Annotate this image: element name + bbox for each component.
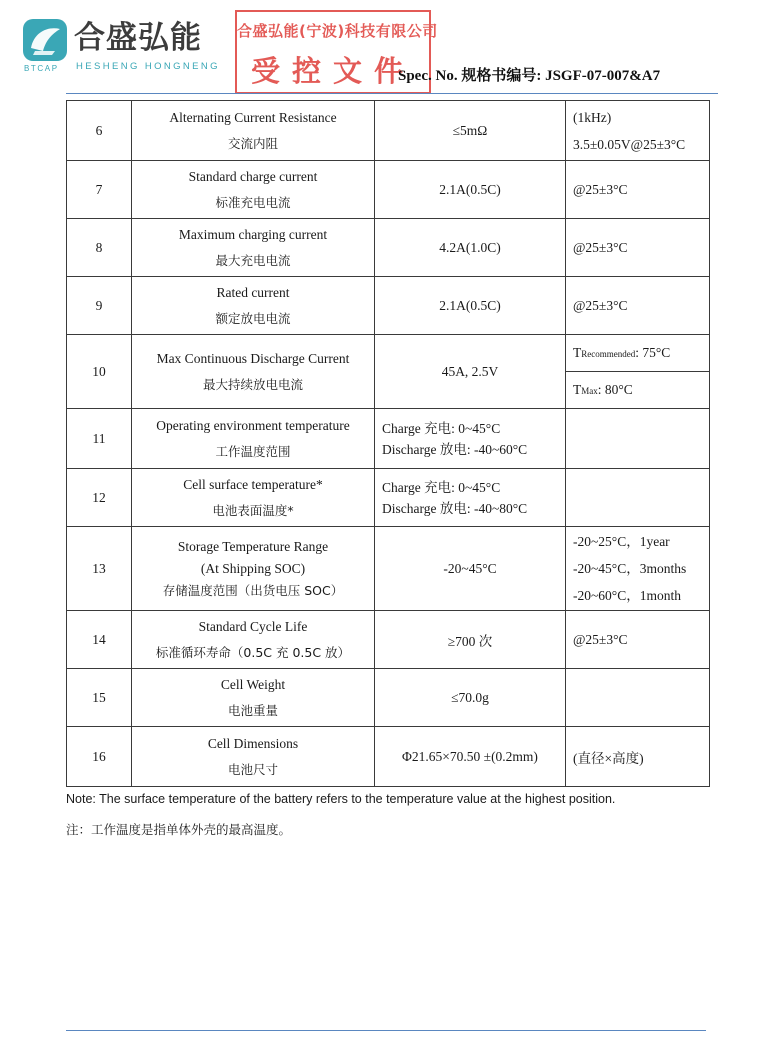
value-cell bbox=[375, 409, 566, 469]
item-cell bbox=[132, 219, 375, 277]
value-line: Discharge 放电: -40~80°C bbox=[382, 500, 528, 516]
row-number: 7 bbox=[67, 161, 132, 219]
item-cell bbox=[132, 469, 375, 527]
item-en: Maximum charging current bbox=[178, 226, 328, 242]
row-number: 11 bbox=[67, 409, 132, 469]
item-cn: 电池表面温度* bbox=[212, 502, 294, 518]
value-line: Charge 充电: 0~45°C bbox=[382, 479, 501, 495]
remark-line: -20~45°C，3months bbox=[573, 561, 687, 576]
item-en: Cell Weight bbox=[220, 676, 286, 692]
table-row bbox=[67, 409, 710, 469]
remark-recommended-temp: TRecommended: 75°C bbox=[566, 335, 709, 372]
value-cell: ≤5mΩ bbox=[375, 101, 566, 161]
value-cell: ≤70.0g bbox=[375, 669, 566, 727]
remark-max-temp: TMax: 80°C bbox=[573, 382, 633, 397]
spec-number-line bbox=[398, 64, 660, 85]
item-cn: 电池重量 bbox=[227, 702, 278, 718]
row-number: 16 bbox=[67, 727, 132, 787]
remark-cell: @25±3°C bbox=[566, 219, 710, 277]
table-row bbox=[67, 669, 710, 727]
item-cell bbox=[132, 727, 375, 787]
item-cell bbox=[132, 527, 375, 611]
remark-cell: (直径×高度) bbox=[566, 727, 710, 787]
item-en: Standard charge current bbox=[188, 168, 318, 184]
remark-cell bbox=[566, 527, 710, 611]
item-cell bbox=[132, 335, 375, 409]
table-row bbox=[67, 277, 710, 335]
row-number: 6 bbox=[67, 101, 132, 161]
remark-line: 3.5±0.05V@25±3°C bbox=[573, 136, 686, 152]
remark-cell bbox=[566, 335, 710, 409]
row-number: 12 bbox=[67, 469, 132, 527]
remark-line: -20~25°C，1year bbox=[573, 534, 670, 549]
item-cn: 交流内阻 bbox=[227, 135, 278, 151]
item-cell bbox=[132, 161, 375, 219]
item-en: Max Continuous Discharge Current bbox=[156, 350, 350, 366]
header-divider bbox=[66, 93, 718, 94]
table-row bbox=[67, 469, 710, 527]
item-cn: 标准充电电流 bbox=[215, 194, 291, 210]
table-row bbox=[67, 219, 710, 277]
remark-cell bbox=[566, 669, 710, 727]
remark-line: (1kHz) bbox=[573, 109, 612, 125]
note-english: Note: The surface temperature of the battery refers to the temperature value at the highest position. bbox=[66, 792, 616, 806]
stamp-company: 合盛弘能(宁波)科技有限公司 bbox=[237, 22, 438, 40]
logo-btcap-text: BTCAP bbox=[24, 64, 59, 73]
value-cell: 4.2A(1.0C) bbox=[375, 219, 566, 277]
remark-cell bbox=[566, 101, 710, 161]
value-cell: -20~45°C bbox=[375, 527, 566, 611]
remark-line: -20~60°C，1month bbox=[573, 588, 681, 603]
value-cell bbox=[375, 469, 566, 527]
item-en: Cell Dimensions bbox=[207, 735, 299, 751]
value-cell: 2.1A(0.5C) bbox=[375, 277, 566, 335]
stamp-text: 受控文件 bbox=[250, 54, 415, 88]
footer-divider bbox=[66, 1030, 706, 1031]
item-cell bbox=[132, 669, 375, 727]
value-cell: ≥700 次 bbox=[375, 611, 566, 669]
item-cn: 电池尺寸 bbox=[227, 761, 278, 777]
remark-cell bbox=[566, 469, 710, 527]
table-row bbox=[67, 101, 710, 161]
remark-cell: @25±3°C bbox=[566, 611, 710, 669]
item-cn: 最大持续放电电流 bbox=[202, 376, 303, 392]
value-cell: Φ21.65×70.50 ±(0.2mm) bbox=[375, 727, 566, 787]
spec-label: Spec. No. 规格书编号: bbox=[398, 68, 542, 84]
item-en-2: (At Shipping SOC) bbox=[200, 560, 306, 576]
logo-chinese-name: 合盛弘能 bbox=[74, 20, 202, 56]
item-en: Rated current bbox=[216, 284, 290, 300]
row-number: 14 bbox=[67, 611, 132, 669]
item-cn: 标准循环寿命（0.5C 充 0.5C 放） bbox=[155, 644, 351, 660]
remark-cell bbox=[566, 409, 710, 469]
item-en: Cell surface temperature* bbox=[183, 476, 323, 492]
item-en: Storage Temperature Range bbox=[177, 538, 329, 554]
remark-cell: @25±3°C bbox=[566, 161, 710, 219]
row-number: 15 bbox=[67, 669, 132, 727]
item-cn: 存储温度范围（出货电压 SOC） bbox=[162, 582, 344, 598]
remark-cell: @25±3°C bbox=[566, 277, 710, 335]
row-number: 8 bbox=[67, 219, 132, 277]
table-row bbox=[67, 335, 710, 409]
value-line: Charge 充电: 0~45°C bbox=[382, 420, 501, 436]
logo-mark-icon bbox=[22, 18, 68, 62]
table-row bbox=[67, 527, 710, 611]
logo-english-name: HESHENG HONGNENG bbox=[76, 61, 220, 72]
item-en: Standard Cycle Life bbox=[198, 618, 308, 634]
row-number: 10 bbox=[67, 335, 132, 409]
spec-number: JSGF-07-007&A7 bbox=[545, 68, 661, 84]
item-cell bbox=[132, 409, 375, 469]
row-number: 13 bbox=[67, 527, 132, 611]
item-cell bbox=[132, 277, 375, 335]
item-cn: 额定放电电流 bbox=[215, 310, 291, 326]
note-chinese: 注：工作温度是指单体外壳的最高温度。 bbox=[66, 822, 292, 837]
company-logo bbox=[22, 18, 220, 76]
item-en: Operating environment temperature bbox=[156, 417, 350, 433]
row-number: 9 bbox=[67, 277, 132, 335]
item-cn: 最大充电电流 bbox=[215, 252, 291, 268]
value-cell: 2.1A(0.5C) bbox=[375, 161, 566, 219]
item-en: Alternating Current Resistance bbox=[169, 109, 337, 125]
table-row bbox=[67, 161, 710, 219]
value-cell: 45A, 2.5V bbox=[375, 335, 566, 409]
item-cell bbox=[132, 101, 375, 161]
specification-table bbox=[66, 100, 710, 787]
table-row bbox=[67, 611, 710, 669]
value-line: Discharge 放电: -40~60°C bbox=[382, 441, 528, 457]
item-cell bbox=[132, 611, 375, 669]
table-row bbox=[67, 727, 710, 787]
item-cn: 工作温度范围 bbox=[215, 443, 291, 459]
